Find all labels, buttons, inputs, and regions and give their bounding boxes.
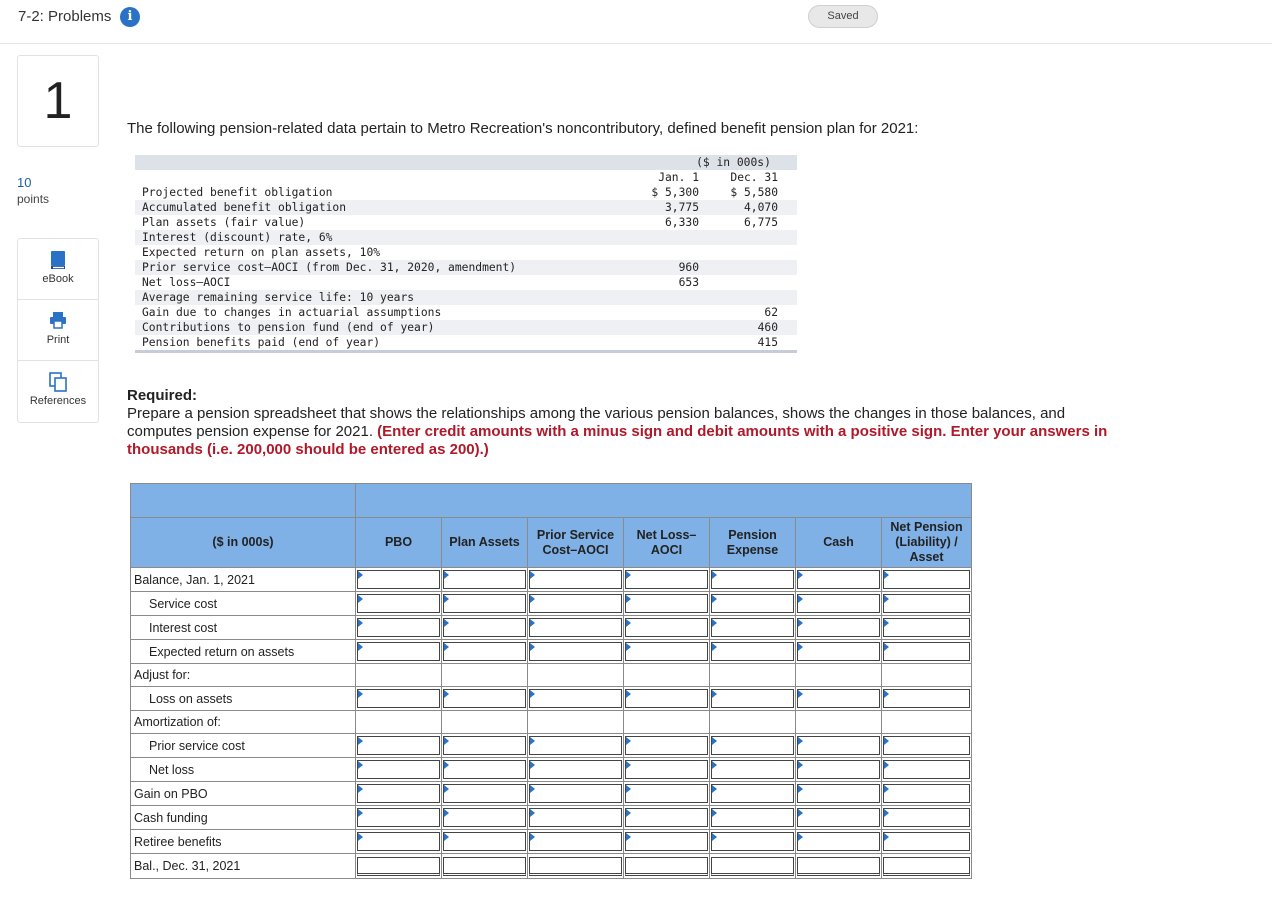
spreadsheet-row [131, 711, 972, 734]
pbo-cell [356, 711, 442, 734]
data-row-dec: 460 [757, 321, 778, 334]
row-label: Bal., Dec. 31, 2021 [131, 854, 356, 879]
cash-input[interactable] [797, 857, 880, 876]
data-row [135, 335, 797, 350]
data-row-label: Prior service cost–AOCI (from Dec. 31, 2020, amendment) [142, 261, 517, 274]
plan-assets-cell [442, 734, 528, 758]
prior-service-cost-input[interactable] [529, 618, 622, 637]
net-loss-cell [624, 782, 710, 806]
spreadsheet-row [131, 568, 972, 592]
net-loss-input[interactable] [625, 594, 708, 613]
row-label: Adjust for: [131, 664, 356, 687]
plan-assets-cell [442, 854, 528, 879]
net-pension-input[interactable] [883, 689, 970, 708]
prior-service-cost-input[interactable] [529, 642, 622, 661]
pension-expense-input[interactable] [711, 618, 794, 637]
pbo-input[interactable] [357, 832, 440, 851]
plan-assets-cell [442, 782, 528, 806]
data-row-label: Projected benefit obligation [142, 186, 333, 199]
net-loss-input[interactable] [625, 570, 708, 589]
net-pension-cell [882, 616, 972, 640]
net-pension-cell [882, 687, 972, 711]
prior-service-cost-cell [528, 568, 624, 592]
dec-header: Dec. 31 [730, 171, 778, 184]
spreadsheet-row [131, 687, 972, 711]
net-pension-cell [882, 782, 972, 806]
plan-assets-input[interactable] [443, 736, 526, 755]
cash-input[interactable] [797, 808, 880, 827]
copy-icon [49, 372, 67, 392]
data-row [135, 275, 797, 290]
cash-cell [796, 854, 882, 879]
prior-service-cost-input[interactable] [529, 832, 622, 851]
cash-input[interactable] [797, 736, 880, 755]
data-row [135, 200, 797, 215]
net-pension-cell [882, 830, 972, 854]
data-row [135, 320, 797, 335]
data-row-jan: 960 [678, 261, 699, 274]
pension-expense-cell [710, 830, 796, 854]
row-label: Loss on assets [131, 687, 356, 711]
net-loss-cell [624, 592, 710, 616]
data-row-label: Plan assets (fair value) [142, 216, 306, 229]
saved-status-badge: Saved [808, 5, 878, 28]
plan-assets-cell [442, 806, 528, 830]
net-pension-input[interactable] [883, 784, 970, 803]
column-header-cash: Cash [796, 518, 882, 568]
net-pension-cell [882, 711, 972, 734]
plan-assets-cell [442, 568, 528, 592]
cash-input[interactable] [797, 832, 880, 851]
net-pension-cell [882, 806, 972, 830]
ebook-label: eBook [42, 273, 74, 285]
data-row [135, 305, 797, 320]
net-loss-cell [624, 830, 710, 854]
pbo-input[interactable] [357, 760, 440, 779]
plan-assets-cell [442, 664, 528, 687]
column-header-net-loss: Net Loss– AOCI [624, 518, 710, 568]
pension-expense-input[interactable] [711, 760, 794, 779]
book-icon [49, 250, 67, 270]
spreadsheet-row [131, 806, 972, 830]
pension-expense-cell [710, 687, 796, 711]
data-row-label: Contributions to pension fund (end of year) [142, 321, 435, 334]
net-pension-input[interactable] [883, 832, 970, 851]
print-button[interactable] [18, 300, 98, 361]
net-loss-input[interactable] [625, 642, 708, 661]
pension-expense-input[interactable] [711, 594, 794, 613]
spreadsheet-row [131, 664, 972, 687]
net-pension-input[interactable] [883, 857, 970, 876]
net-pension-input[interactable] [883, 618, 970, 637]
row-label: Prior service cost [131, 734, 356, 758]
data-row-label: Expected return on plan assets, 10% [142, 246, 381, 259]
row-label: Cash funding [131, 806, 356, 830]
net-pension-input[interactable] [883, 760, 970, 779]
net-loss-input[interactable] [625, 832, 708, 851]
pension-expense-cell [710, 640, 796, 664]
data-row-dec: 4,070 [743, 201, 778, 214]
pbo-cell [356, 568, 442, 592]
plan-assets-input[interactable] [443, 857, 526, 876]
pension-expense-cell [710, 734, 796, 758]
pension-expense-cell [710, 592, 796, 616]
pbo-cell [356, 664, 442, 687]
plan-assets-input[interactable] [443, 594, 526, 613]
pbo-cell [356, 616, 442, 640]
net-loss-input[interactable] [625, 808, 708, 827]
spreadsheet-row [131, 830, 972, 854]
prior-service-cost-cell [528, 758, 624, 782]
required-heading: Required: [127, 387, 198, 404]
net-loss-cell [624, 568, 710, 592]
cash-input[interactable] [797, 570, 880, 589]
row-label: Net loss [131, 758, 356, 782]
net-loss-cell [624, 854, 710, 879]
spreadsheet-row [131, 758, 972, 782]
spreadsheet-row [131, 782, 972, 806]
prior-service-cost-cell [528, 687, 624, 711]
spreadsheet-row [131, 640, 972, 664]
data-row-dec: 62 [764, 306, 778, 319]
row-label: Expected return on assets [131, 640, 356, 664]
pbo-input[interactable] [357, 736, 440, 755]
net-pension-cell [882, 592, 972, 616]
prior-service-cost-input[interactable] [529, 570, 622, 589]
net-pension-input[interactable] [883, 736, 970, 755]
jan-header: Jan. 1 [658, 171, 699, 184]
data-row-jan: 653 [678, 276, 699, 289]
data-row-label: Accumulated benefit obligation [142, 201, 347, 214]
prior-service-cost-input[interactable] [529, 857, 622, 876]
data-row [135, 230, 797, 245]
spreadsheet-column-headers [131, 518, 972, 568]
net-pension-cell [882, 568, 972, 592]
data-row-label: Interest (discount) rate, 6% [142, 231, 333, 244]
prior-service-cost-input[interactable] [529, 736, 622, 755]
plan-assets-input[interactable] [443, 689, 526, 708]
prior-service-cost-cell [528, 782, 624, 806]
pension-expense-cell [710, 711, 796, 734]
required-text: Prepare a pension spreadsheet that shows the relationships among the various pension balances, shows the changes in those balances, and computes pension expense for 2021. [127, 405, 1066, 440]
spreadsheet-row [131, 616, 972, 640]
data-row [135, 245, 797, 260]
net-loss-cell [624, 616, 710, 640]
pension-expense-input[interactable] [711, 808, 794, 827]
cash-input[interactable] [797, 760, 880, 779]
points-label: points [17, 192, 50, 206]
column-header-pbo: PBO [356, 518, 442, 568]
row-label: Service cost [131, 592, 356, 616]
info-icon[interactable]: i [120, 7, 140, 27]
data-row-label: Net loss–AOCI [142, 276, 231, 289]
net-loss-cell [624, 640, 710, 664]
pension-expense-cell [710, 664, 796, 687]
spreadsheet-row [131, 592, 972, 616]
net-loss-cell [624, 687, 710, 711]
pbo-cell [356, 640, 442, 664]
row-label: Interest cost [131, 616, 356, 640]
prior-service-cost-input[interactable] [529, 594, 622, 613]
references-label: References [29, 395, 87, 407]
cash-cell [796, 758, 882, 782]
references-button[interactable] [18, 361, 98, 422]
net-pension-input[interactable] [883, 642, 970, 661]
pbo-input[interactable] [357, 784, 440, 803]
cash-cell [796, 616, 882, 640]
plan-assets-cell [442, 616, 528, 640]
data-row-jan: 6,330 [664, 216, 699, 229]
data-row [135, 290, 797, 305]
net-loss-cell [624, 664, 710, 687]
pbo-cell [356, 758, 442, 782]
pbo-input[interactable] [357, 857, 440, 876]
pbo-input[interactable] [357, 689, 440, 708]
pbo-input[interactable] [357, 618, 440, 637]
net-loss-input[interactable] [625, 736, 708, 755]
column-header-net-pension: Net Pension (Liability) / Asset [882, 518, 972, 568]
pension-expense-input[interactable] [711, 784, 794, 803]
pbo-input[interactable] [357, 642, 440, 661]
points-indicator [17, 175, 49, 207]
data-row-label: Average remaining service life: 10 years [142, 291, 415, 304]
prior-service-cost-cell [528, 616, 624, 640]
question-number: 1 [17, 55, 99, 147]
prior-service-cost-input[interactable] [529, 689, 622, 708]
cash-cell [796, 782, 882, 806]
data-row [135, 260, 797, 275]
cash-input[interactable] [797, 784, 880, 803]
cash-cell [796, 806, 882, 830]
row-label: Amortization of: [131, 711, 356, 734]
pbo-input[interactable] [357, 808, 440, 827]
net-pension-cell [882, 640, 972, 664]
spreadsheet-row [131, 734, 972, 758]
units-header: ($ in 000s) [696, 156, 771, 169]
pension-expense-input[interactable] [711, 857, 794, 876]
cash-input[interactable] [797, 594, 880, 613]
required-section [127, 387, 1127, 459]
column-header-plan-assets: Plan Assets [442, 518, 528, 568]
prior-service-cost-input[interactable] [529, 760, 622, 779]
printer-icon [49, 311, 67, 329]
data-row-jan: 3,775 [664, 201, 699, 214]
spreadsheet-corner [131, 484, 356, 518]
plan-assets-input[interactable] [443, 570, 526, 589]
cash-input[interactable] [797, 642, 880, 661]
cash-cell [796, 830, 882, 854]
pbo-input[interactable] [357, 570, 440, 589]
prior-service-cost-cell [528, 592, 624, 616]
net-loss-cell [624, 711, 710, 734]
net-pension-input[interactable] [883, 808, 970, 827]
pension-expense-cell [710, 782, 796, 806]
data-row-label: Gain due to changes in actuarial assumptions [142, 306, 442, 319]
cash-cell [796, 640, 882, 664]
pbo-cell [356, 734, 442, 758]
net-pension-input[interactable] [883, 570, 970, 589]
page-title: 7-2: Problems [18, 8, 112, 25]
cash-cell [796, 592, 882, 616]
plan-assets-input[interactable] [443, 784, 526, 803]
plan-assets-input[interactable] [443, 832, 526, 851]
spreadsheet-row [131, 854, 972, 879]
plan-assets-input[interactable] [443, 760, 526, 779]
net-pension-cell [882, 758, 972, 782]
prior-service-cost-cell [528, 664, 624, 687]
plan-assets-input[interactable] [443, 618, 526, 637]
cash-cell [796, 687, 882, 711]
pension-spreadsheet [130, 483, 972, 879]
pension-expense-cell [710, 854, 796, 879]
cash-cell [796, 664, 882, 687]
pension-expense-cell [710, 806, 796, 830]
plan-assets-cell [442, 592, 528, 616]
cash-input[interactable] [797, 618, 880, 637]
date-header-row [135, 170, 797, 185]
prior-service-cost-input[interactable] [529, 808, 622, 827]
data-row-jan: $ 5,300 [651, 186, 699, 199]
row-label: Balance, Jan. 1, 2021 [131, 568, 356, 592]
resource-tools [17, 238, 99, 423]
prior-service-cost-cell [528, 830, 624, 854]
data-row [135, 215, 797, 230]
data-row [135, 185, 797, 200]
net-loss-cell [624, 758, 710, 782]
net-loss-input[interactable] [625, 784, 708, 803]
pbo-input[interactable] [357, 594, 440, 613]
units-header-row [135, 155, 797, 170]
label-column-header: ($ in 000s) [131, 518, 356, 568]
ebook-button[interactable] [18, 239, 98, 300]
row-label: Gain on PBO [131, 782, 356, 806]
cash-input[interactable] [797, 689, 880, 708]
row-label: Retiree benefits [131, 830, 356, 854]
plan-assets-cell [442, 640, 528, 664]
data-row-dec: 415 [757, 336, 778, 349]
net-loss-input[interactable] [625, 857, 708, 876]
pension-expense-input[interactable] [711, 642, 794, 661]
prior-service-cost-cell [528, 640, 624, 664]
net-pension-cell [882, 854, 972, 879]
net-loss-cell [624, 734, 710, 758]
prior-service-cost-cell [528, 854, 624, 879]
pension-data-table [135, 155, 797, 353]
spreadsheet-top-row [131, 484, 972, 518]
cash-cell [796, 568, 882, 592]
pbo-cell [356, 806, 442, 830]
plan-assets-cell [442, 758, 528, 782]
spreadsheet-header-band [356, 484, 972, 518]
pbo-cell [356, 854, 442, 879]
required-instruction: (Enter credit amounts with a minus sign and debit amounts with a positive sign. Enter your answers in thousands (i.e. 200,000 should be entered as 200).) [127, 423, 1108, 458]
net-loss-input[interactable] [625, 760, 708, 779]
net-loss-input[interactable] [625, 689, 708, 708]
pension-expense-input[interactable] [711, 832, 794, 851]
pbo-cell [356, 782, 442, 806]
cash-cell [796, 711, 882, 734]
plan-assets-cell [442, 711, 528, 734]
pbo-cell [356, 687, 442, 711]
data-row-dec: $ 5,580 [730, 186, 778, 199]
plan-assets-input[interactable] [443, 808, 526, 827]
pension-expense-cell [710, 758, 796, 782]
spreadsheet-body [131, 568, 972, 879]
plan-assets-cell [442, 830, 528, 854]
net-pension-cell [882, 664, 972, 687]
pbo-cell [356, 592, 442, 616]
points-value: 10 [17, 175, 32, 190]
pension-expense-input[interactable] [711, 736, 794, 755]
print-label: Print [46, 334, 70, 346]
prior-service-cost-cell [528, 711, 624, 734]
prior-service-cost-cell [528, 806, 624, 830]
column-header-prior-service-cost: Prior Service Cost–AOCI [528, 518, 624, 568]
net-pension-input[interactable] [883, 594, 970, 613]
pension-expense-cell [710, 616, 796, 640]
column-header-pension-expense: Pension Expense [710, 518, 796, 568]
pbo-cell [356, 830, 442, 854]
net-pension-cell [882, 734, 972, 758]
plan-assets-input[interactable] [443, 642, 526, 661]
data-row-label: Pension benefits paid (end of year) [142, 336, 381, 349]
problem-intro: The following pension-related data pertain to Metro Recreation's noncontributory, defined benefit pension plan for 2021: [127, 120, 919, 137]
pension-expense-input[interactable] [711, 570, 794, 589]
prior-service-cost-cell [528, 734, 624, 758]
header-divider [0, 43, 1272, 44]
pension-expense-input[interactable] [711, 689, 794, 708]
data-row-dec: 6,775 [743, 216, 778, 229]
cash-cell [796, 734, 882, 758]
top-bar [0, 0, 1272, 34]
prior-service-cost-input[interactable] [529, 784, 622, 803]
net-loss-cell [624, 806, 710, 830]
pension-expense-cell [710, 568, 796, 592]
plan-assets-cell [442, 687, 528, 711]
net-loss-input[interactable] [625, 618, 708, 637]
